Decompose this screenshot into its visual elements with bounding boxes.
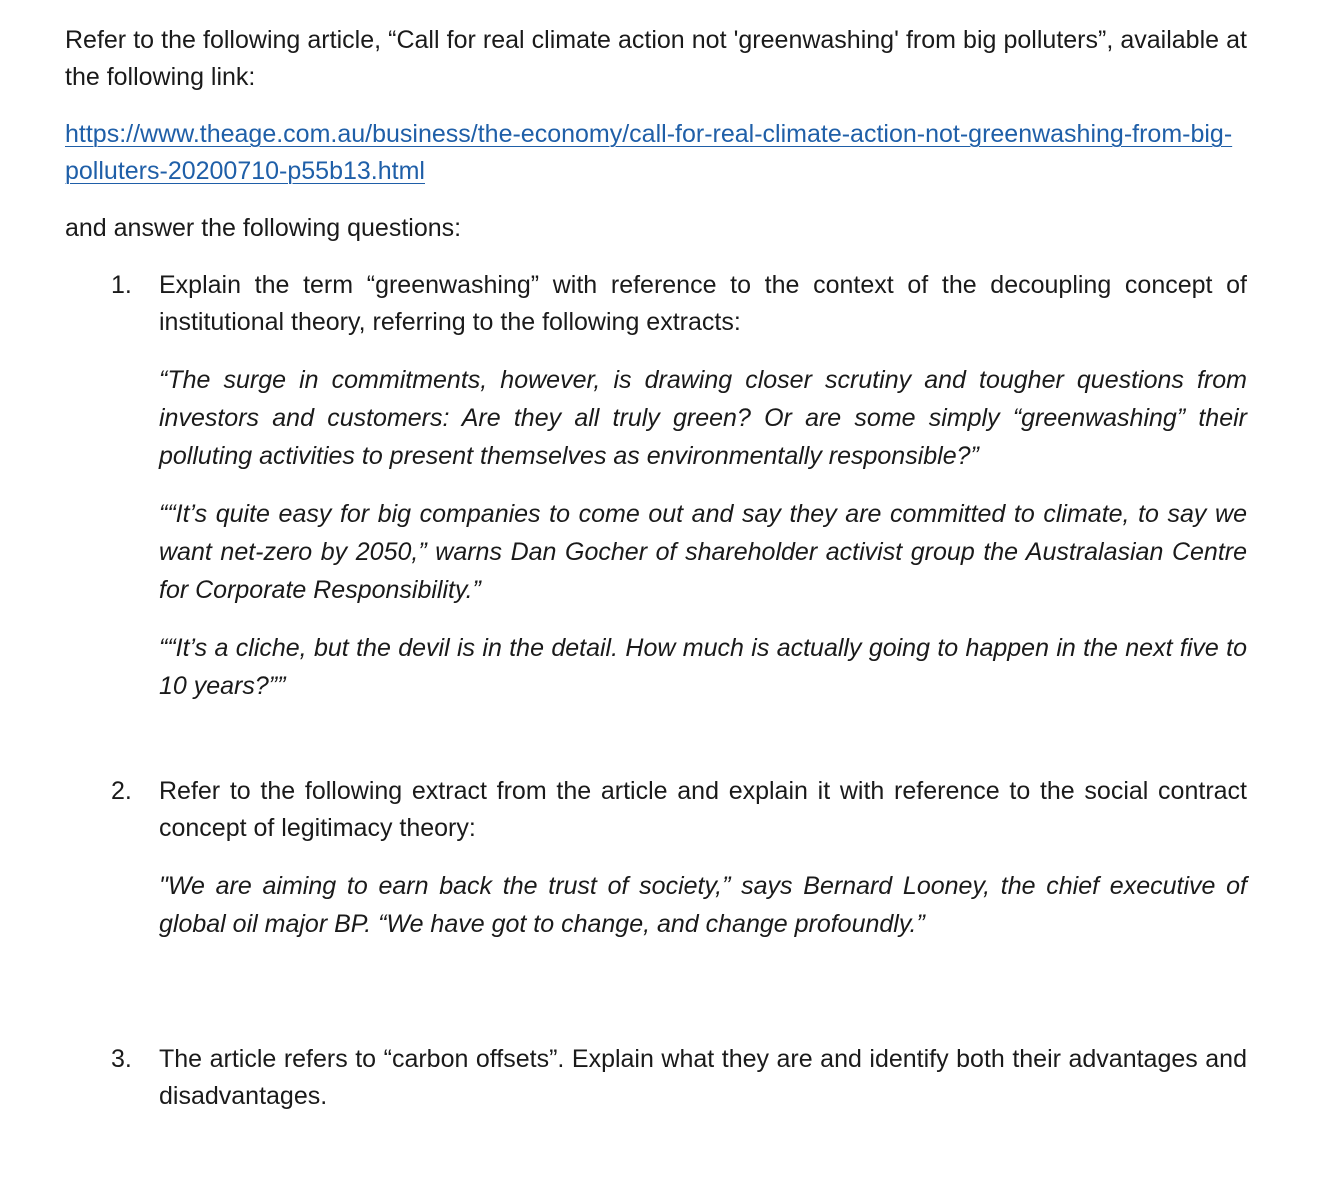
- article-link[interactable]: https://www.theage.com.au/business/the-economy/call-for-real-climate-action-not-greenwashing-from-big-polluters-20200710-p55b13.html: [65, 120, 1233, 185]
- question-list: [65, 267, 1247, 1115]
- question-text: Refer to the following extract from the article and explain it with reference to the social contract concept of legitimacy theory:: [159, 777, 1247, 842]
- question-text: Explain the term “greenwashing” with reference to the context of the decoupling concept of institutional theory, referring to the following extracts:: [159, 271, 1247, 336]
- quote-extract: “The surge in commitments, however, is drawing closer scrutiny and tougher questions from investors and customers: Are they all truly green? Or are some simply “greenwashing” their polluting activities to present themselves as environmentally responsible?”: [159, 366, 1247, 470]
- intro-paragraph: Refer to the following article, “Call for real climate action not 'greenwashing' from big polluters”, available at the following link:: [65, 26, 1247, 91]
- question-item-2: [65, 773, 1247, 943]
- question-number: 3.: [111, 1045, 132, 1073]
- question-text: The article refers to “carbon offsets”. Explain what they are and identify both their advantages and disadvantages.: [159, 1045, 1247, 1110]
- instruction-line: and answer the following questions:: [65, 214, 462, 242]
- question-item-3: [65, 1041, 1247, 1115]
- document-page: [65, 22, 1247, 1115]
- question-number: 1.: [111, 271, 132, 299]
- quote-extract: ““It’s a cliche, but the devil is in the detail. How much is actually going to happen in the next five to 10 years?””: [159, 634, 1247, 700]
- quote-extract: "We are aiming to earn back the trust of society,” says Bernard Looney, the chief executive of global oil major BP. “We have got to change, and change profoundly.”: [159, 872, 1247, 938]
- quote-extract: ““It’s quite easy for big companies to come out and say they are committed to climate, to say we want net-zero by 2050,” warns Dan Gocher of shareholder activist group the Australasian Centre for Corporate Responsibility.”: [159, 500, 1247, 604]
- question-number: 2.: [111, 777, 132, 805]
- question-item-1: [65, 267, 1247, 705]
